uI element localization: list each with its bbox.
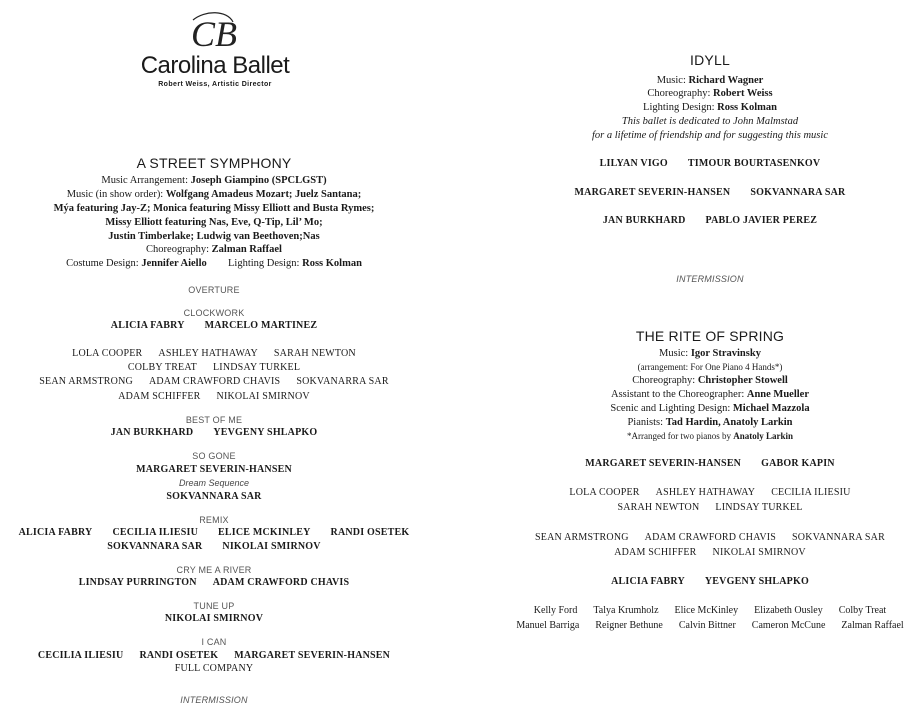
idyll-dedication-2: for a lifetime of friendship and for suggesting this music [592, 130, 828, 141]
dancer-name: Talya Krumholz [593, 605, 659, 616]
value: Zalman Raffael [211, 244, 282, 255]
label: Music Arrangement: [101, 175, 189, 186]
dancer-name: NIKOLAI SMIRNOV [712, 547, 806, 558]
idyll-pair-2 [500, 186, 920, 199]
dancer-name: NIKOLAI SMIRNOV [222, 541, 321, 552]
dancer-name: ASHLEY HATHAWAY [158, 348, 258, 359]
dream-sequence-label: Dream Sequence [178, 478, 250, 488]
dancer-name: LOLA COOPER [569, 487, 640, 498]
rite-assistant-line [500, 388, 920, 401]
value: Jennifer Aiello [141, 258, 207, 269]
dancer-name: TIMOUR BOURTASENKOV [687, 158, 821, 169]
dancer-name: SEAN ARMSTRONG [535, 532, 629, 543]
dancer-name: ADAM CRAWFORD CHAVIS [212, 577, 350, 588]
choreography-line [0, 243, 428, 256]
dancer-name: Elizabeth Ousley [754, 605, 823, 616]
cb-monogram-icon [187, 12, 239, 54]
dancer-name: RANDI OSETEK [330, 527, 410, 538]
best-of-me-names [0, 426, 428, 439]
logo-subtitle: Robert Weiss, Artistic Director [158, 81, 272, 88]
rite-row-2 [500, 501, 920, 514]
dancer-name: SOKVANARRA SAR [296, 376, 389, 387]
dancer-name: JAN BURKHARD [602, 215, 686, 226]
value: Ross Kolman [717, 102, 777, 113]
dancer-name: ADAM CRAWFORD CHAVIS [148, 376, 281, 387]
value: Ross Kolman [302, 258, 362, 269]
rite-choreography-line [500, 374, 920, 387]
dancer-name: Calvin Bittner [678, 620, 736, 631]
label: Music: [659, 348, 689, 359]
music-line-3: Missy Elliott featuring Nas, Eve, Q-Tip, Lil’ Mo; [105, 217, 323, 228]
dancer-name: LINDSAY PURRINGTON [78, 577, 197, 588]
label: Music (in show order): [66, 189, 164, 200]
idyll-choreography-line [500, 87, 920, 100]
dancer-name: Reigner Bethune [595, 620, 663, 631]
dancer-name: Manuel Barriga [516, 620, 580, 631]
value: Christopher Stowell [697, 375, 788, 386]
label: Lighting Design: [643, 102, 715, 113]
rite-ensemble-row-1 [500, 604, 920, 617]
rite-principals-2 [500, 575, 920, 588]
music-arrangement-line [0, 174, 428, 187]
value: Igor Stravinsky [690, 348, 761, 359]
rite-pianists-line [500, 416, 920, 429]
so-gone-name-1: MARGARET SEVERIN-HANSEN [136, 464, 292, 475]
dancer-name: SARAH NEWTON [273, 348, 356, 359]
value: Joseph Giampino (SPCLGST) [190, 175, 327, 186]
remix-row-2 [0, 540, 428, 553]
idyll-intermission: INTERMISSION [676, 274, 744, 284]
dancer-name: ASHLEY HATHAWAY [655, 487, 756, 498]
logo-name: Carolina Ballet [140, 52, 290, 79]
tune-up-name: NIKOLAI SMIRNOV [164, 613, 264, 624]
intermission-label: INTERMISSION [180, 695, 248, 705]
value: Anne Mueller [746, 389, 809, 400]
label: Pianists: [627, 417, 664, 428]
dancer-name: ALICIA FABRY [611, 576, 685, 587]
music-line-4: Justin Timberlake; Ludwig van Beethoven;Nas [108, 231, 320, 242]
dancer-name: JAN BURKHARD [110, 427, 194, 438]
dancer-name: CECILIA ILIESIU [37, 650, 124, 661]
dancer-name: SOKVANNARA SAR [107, 541, 203, 552]
tune-up-heading: TUNE UP [193, 601, 235, 611]
dancer-name: CECILIA ILIESIU [112, 527, 198, 538]
rite-row-4 [500, 546, 920, 559]
dancer-name: MARCELO MARTINEZ [204, 320, 318, 331]
value: Wolfgang Amadeus Mozart; Juelz Santana; [165, 189, 362, 200]
idyll-title: IDYLL [690, 52, 730, 68]
dancer-name: LILYAN VIGO [599, 158, 668, 169]
design-line [0, 257, 428, 270]
dancer-name: SOKVANNARA SAR [792, 532, 885, 543]
dancer-name: Colby Treat [838, 605, 887, 616]
dancer-name: SARAH NEWTON [617, 502, 700, 513]
cry-me-a-river-heading: CRY ME A RIVER [176, 565, 252, 575]
dancer-name: COLBY TREAT [127, 362, 197, 373]
i-can-heading: I CAN [201, 637, 227, 647]
svg-text:CB: CB [191, 14, 238, 54]
clockwork-row-2 [0, 361, 428, 374]
clockwork-row-3 [0, 375, 428, 388]
label: Choreography: [146, 244, 210, 255]
idyll-lighting-line [500, 101, 920, 114]
value: Robert Weiss [713, 88, 773, 99]
dancer-name: ADAM SCHIFFER [614, 547, 697, 558]
dancer-name: ALICIA FABRY [110, 320, 185, 331]
value: Richard Wagner [688, 75, 764, 86]
dancer-name: SOKVANNARA SAR [750, 187, 846, 198]
dancer-name: Elice McKinley [674, 605, 739, 616]
dancer-name: YEVGENY SHLAPKO [704, 576, 809, 587]
rite-principals [500, 457, 920, 470]
music-line-2: Mýa featuring Jay-Z; Monica featuring Missy Elliott and Busta Rymes; [53, 203, 375, 214]
dancer-name: ELICE MCKINLEY [218, 527, 311, 538]
dancer-name: Kelly Ford [533, 605, 578, 616]
rite-ensemble-row-2 [500, 619, 920, 632]
rite-title: THE RITE OF SPRING [635, 328, 785, 344]
dancer-name: LINDSAY TURKEL [213, 362, 301, 373]
dancer-name: MARGARET SEVERIN-HANSEN [234, 650, 391, 661]
idyll-pair-1 [500, 157, 920, 170]
clockwork-row-4 [0, 390, 428, 403]
label: Scenic and Lighting Design: [610, 403, 731, 414]
value: Tad Hardin, Anatoly Larkin [665, 417, 793, 428]
rite-music-line [500, 347, 920, 360]
dancer-name: CECILIA ILIESIU [771, 487, 851, 498]
remix-row-1 [0, 526, 428, 539]
label: Choreography: [647, 88, 711, 99]
street-symphony-title: A STREET SYMPHONY [136, 155, 292, 171]
rite-row-3 [500, 531, 920, 544]
dancer-name: LINDSAY TURKEL [715, 502, 803, 513]
dancer-name: PABLO JAVIER PEREZ [705, 215, 818, 226]
dancer-name: YEVGENY SHLAPKO [213, 427, 318, 438]
idyll-pair-3 [500, 214, 920, 227]
dancer-name: GABOR KAPIN [761, 458, 835, 469]
so-gone-name-2: SOKVANNARA SAR [166, 491, 262, 502]
best-of-me-heading: BEST OF ME [185, 415, 243, 425]
value: Michael Mazzola [732, 403, 810, 414]
dancer-name: MARGARET SEVERIN-HANSEN [585, 458, 742, 469]
dancer-name: LOLA COOPER [72, 348, 143, 359]
label: Costume Design: [66, 258, 139, 269]
rite-row-1 [500, 486, 920, 499]
dancer-name: ADAM CRAWFORD CHAVIS [644, 532, 777, 543]
label: Music: [656, 75, 686, 86]
dancer-name: ALICIA FABRY [18, 527, 93, 538]
label: Lighting Design: [228, 258, 300, 269]
dancer-name: SEAN ARMSTRONG [39, 376, 133, 387]
value: Anatoly Larkin [733, 431, 793, 441]
label: Choreography: [632, 375, 696, 386]
label: Assistant to the Choreographer: [610, 389, 745, 400]
dancer-name: Cameron McCune [751, 620, 826, 631]
clockwork-heading: CLOCKWORK [183, 308, 245, 318]
cry-me-a-river-names [0, 576, 428, 589]
dancer-name: MARGARET SEVERIN-HANSEN [574, 187, 731, 198]
full-company: FULL COMPANY [174, 663, 254, 674]
idyll-music-line [500, 74, 920, 87]
so-gone-heading: SO GONE [192, 451, 236, 461]
dancer-name: RANDI OSETEK [139, 650, 219, 661]
music-line [0, 188, 428, 201]
label: *Arranged for two pianos by [627, 431, 731, 441]
i-can-names [0, 649, 428, 662]
clockwork-principals [0, 319, 428, 332]
remix-heading: REMIX [199, 515, 229, 525]
dancer-name: NIKOLAI SMIRNOV [216, 391, 310, 402]
rite-arranged-line [500, 430, 920, 443]
idyll-dedication-1: This ballet is dedicated to John Malmstad [621, 116, 799, 127]
overture-heading: OVERTURE [188, 285, 240, 295]
carolina-ballet-logo [130, 12, 300, 90]
dancer-name: ADAM SCHIFFER [118, 391, 201, 402]
rite-scenic-line [500, 402, 920, 415]
clockwork-row-1 [0, 347, 428, 360]
rite-arrangement-note: (arrangement: For One Piano 4 Hands*) [637, 362, 783, 372]
dancer-name: Zalman Raffael [841, 620, 904, 631]
